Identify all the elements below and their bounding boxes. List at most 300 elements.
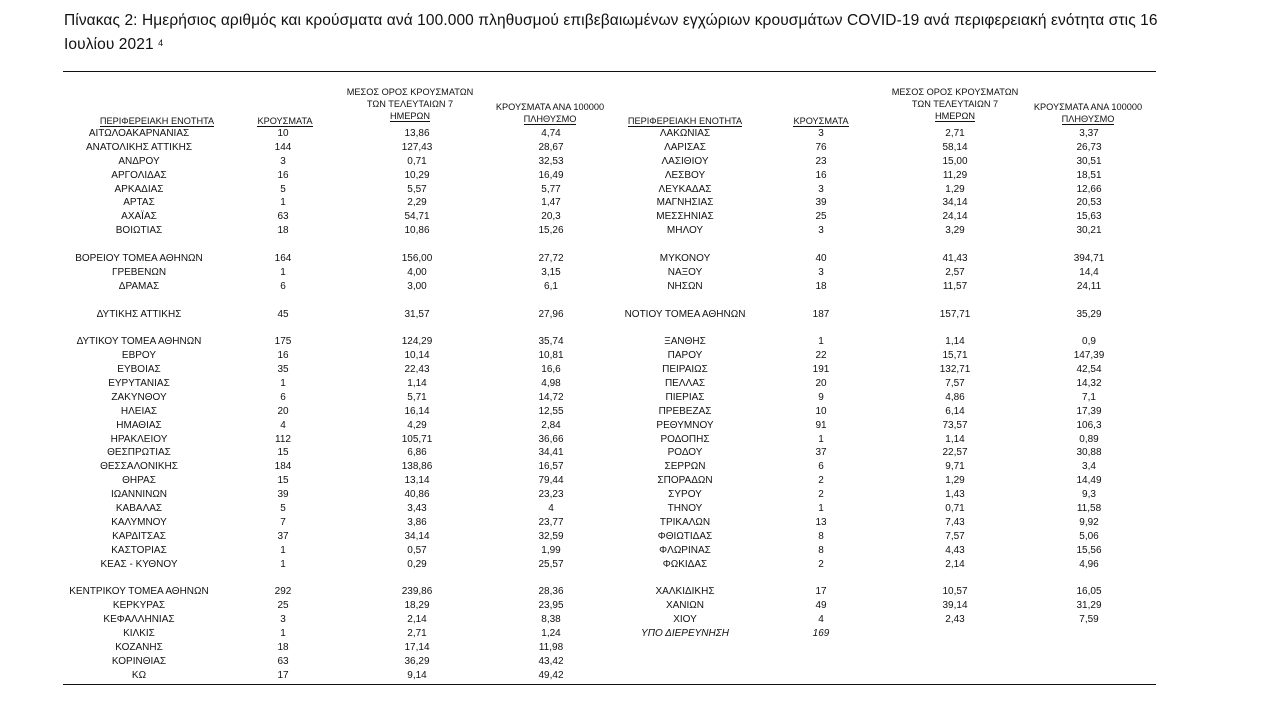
- cases-cell: 3: [280, 614, 286, 626]
- cases-cell: 191: [812, 364, 830, 376]
- avg-cell: 4,86: [945, 391, 965, 403]
- per100k-cell: 10,81: [538, 350, 564, 362]
- avg-cell: 13,86: [404, 128, 430, 139]
- avg-cell: 34,14: [942, 197, 968, 209]
- region-cell: ΑΡΓΟΛΙΔΑΣ: [111, 169, 167, 181]
- per100k-cell: 32,59: [538, 530, 564, 542]
- cases-cell: 23: [815, 155, 827, 167]
- caption-text: Πίνακας 2: Ημερήσιος αριθμός και κρούσματα ανά 100.000 πληθυσμού επιβεβαιωμένων εγχώριων κρουσμάτων COVID-19 ανά περιφερειακή ενότητα στις 16 Ιουλίου 2021: [64, 12, 1158, 53]
- cases-cell: 20: [277, 405, 289, 417]
- avg-cell: 157,71: [939, 308, 971, 320]
- avg-cell: 1,14: [407, 378, 427, 390]
- cases-cell: 9: [818, 391, 824, 403]
- region-cell: ΦΘΙΩΤΙΔΑΣ: [657, 530, 713, 542]
- cases-cell: 6: [280, 391, 286, 403]
- region-cell: ΕΒΡΟΥ: [121, 350, 157, 362]
- table-row: [0, 155, 1180, 169]
- region-cell: ΚΑΒΑΛΑΣ: [115, 503, 163, 515]
- per100k-cell: 31,29: [1076, 600, 1102, 612]
- per100k-cell: 4,74: [541, 128, 561, 139]
- per100k-cell: 106,3: [1076, 419, 1102, 431]
- region-cell: ΧΙΟΥ: [673, 614, 697, 626]
- avg-cell: 39,14: [942, 600, 968, 612]
- avg-cell: 36,29: [404, 655, 430, 667]
- avg-cell: 10,86: [404, 225, 430, 237]
- region-cell: ΑΡΤΑΣ: [123, 197, 155, 209]
- per100k-cell: 5,06: [1079, 530, 1099, 542]
- header-avg-left: ΜΕΣΟΣ ΟΡΟΣ ΚΡΟΥΣΜΑΤΩΝ ΤΩΝ ΤΕΛΕΥΤΑΙΩΝ 7 ΗΜΕΡΩΝ: [346, 87, 474, 121]
- cases-cell: 15: [277, 447, 289, 459]
- per100k-cell: 35,29: [1076, 308, 1102, 320]
- table-top-rule: [63, 71, 1156, 72]
- cases-cell: 8: [818, 530, 824, 542]
- region-cell: ΠΙΕΡΙΑΣ: [665, 391, 705, 403]
- per100k-cell: 16,6: [541, 364, 561, 376]
- cases-cell: 1: [818, 336, 824, 348]
- table-row: [0, 294, 1180, 308]
- per100k-cell: 9,3: [1082, 489, 1096, 501]
- per100k-cell: 14,72: [538, 391, 564, 403]
- avg-cell: 11,29: [942, 169, 968, 181]
- caption-footnote-marker: 4: [158, 38, 164, 48]
- cases-cell: 1: [818, 433, 824, 445]
- avg-cell: 2,14: [407, 614, 427, 626]
- avg-cell: 9,71: [945, 461, 965, 473]
- table-row: [0, 335, 1180, 349]
- per100k-cell: 27,96: [538, 308, 564, 320]
- region-cell: ΚΩ: [131, 669, 147, 681]
- cases-cell: 16: [277, 350, 289, 362]
- table-row: [0, 252, 1180, 266]
- region-cell: ΝΑΞΟΥ: [667, 266, 703, 278]
- cases-cell: 18: [277, 641, 289, 653]
- per100k-cell: 30,21: [1076, 225, 1102, 237]
- table-row: [0, 544, 1180, 558]
- cases-cell: 1: [280, 197, 286, 209]
- region-cell: ΠΕΛΛΑΣ: [664, 378, 706, 390]
- avg-cell: 15,71: [942, 350, 968, 362]
- avg-cell: 40,86: [404, 489, 430, 501]
- region-cell: ΜΗΛΟΥ: [666, 225, 704, 237]
- table-row: [0, 599, 1180, 613]
- cases-cell: 5: [280, 183, 286, 195]
- per100k-cell: 23,23: [538, 489, 564, 501]
- per100k-cell: 2,84: [541, 419, 561, 431]
- per100k-cell: 20,53: [1076, 197, 1102, 209]
- cases-cell: 63: [277, 655, 289, 667]
- table-row: [0, 655, 640, 669]
- avg-cell: 124,29: [401, 336, 433, 348]
- per100k-cell: 32,53: [538, 155, 564, 167]
- avg-cell: 10,14: [404, 350, 430, 362]
- table-row: [0, 627, 1180, 641]
- region-cell: ΑΡΚΑΔΙΑΣ: [114, 183, 164, 195]
- avg-cell: 22,57: [942, 447, 968, 459]
- table-row: [0, 349, 1180, 363]
- cases-cell: 45: [277, 308, 289, 320]
- cases-cell: 37: [815, 447, 827, 459]
- per100k-cell: 3,15: [541, 266, 561, 278]
- avg-cell: 138,86: [401, 461, 433, 473]
- avg-cell: 5,71: [407, 391, 427, 403]
- cases-cell: 63: [277, 211, 289, 223]
- per100k-cell: 1,24: [541, 628, 561, 640]
- per100k-cell: 34,41: [538, 447, 564, 459]
- cases-cell: 144: [274, 141, 292, 153]
- per100k-cell: 3,4: [1082, 461, 1096, 473]
- avg-cell: 3,29: [945, 225, 965, 237]
- per100k-cell: 36,66: [538, 433, 564, 445]
- cases-cell: 39: [815, 197, 827, 209]
- region-cell: ΦΛΩΡΙΝΑΣ: [659, 544, 711, 556]
- cases-cell: 20: [815, 378, 827, 390]
- table-row: [0, 530, 1180, 544]
- region-cell: ΑΝΑΤΟΛΙΚΗΣ ΑΤΤΙΚΗΣ: [85, 141, 193, 153]
- region-cell: ΣΕΡΡΩΝ: [664, 461, 706, 473]
- avg-cell: 24,14: [942, 211, 968, 223]
- region-cell: ΒΟΡΕΙΟΥ ΤΟΜΕΑ ΑΘΗΝΩΝ: [75, 253, 203, 265]
- region-cell: ΙΩΑΝΝΙΝΩΝ: [110, 489, 168, 501]
- per100k-cell: 15,26: [538, 225, 564, 237]
- avg-cell: 0,71: [407, 155, 427, 167]
- table-row: [0, 516, 1180, 530]
- header-avg-right: ΜΕΣΟΣ ΟΡΟΣ ΚΡΟΥΣΜΑΤΩΝ ΤΩΝ ΤΕΛΕΥΤΑΙΩΝ 7 ΗΜΕΡΩΝ: [891, 87, 1019, 121]
- avg-cell: 5,57: [407, 183, 427, 195]
- avg-cell: 58,14: [942, 141, 968, 153]
- avg-cell: 7,43: [945, 516, 965, 528]
- per100k-cell: 14,4: [1079, 266, 1099, 278]
- per100k-cell: 7,59: [1079, 614, 1099, 626]
- per100k-cell: 15,56: [1076, 544, 1102, 556]
- region-cell: ΚΑΛΥΜΝΟΥ: [111, 516, 167, 528]
- cases-cell: 39: [277, 489, 289, 501]
- table-row: [0, 266, 1180, 280]
- per100k-cell: 30,88: [1076, 447, 1102, 459]
- cases-cell: 18: [815, 280, 827, 292]
- region-cell: ΤΗΝΟΥ: [667, 503, 703, 515]
- per100k-cell: 30,51: [1076, 155, 1102, 167]
- right-table-body: [0, 127, 1180, 641]
- region-cell: ΚΑΣΤΟΡΙΑΣ: [111, 544, 167, 556]
- region-cell: ΗΡΑΚΛΕΙΟΥ: [110, 433, 168, 445]
- avg-cell: 2,43: [945, 614, 965, 626]
- per100k-cell: 79,44: [538, 475, 564, 487]
- cases-cell: 37: [277, 530, 289, 542]
- table-row: [0, 196, 1180, 210]
- per100k-cell: 1,47: [541, 197, 561, 209]
- per100k-cell: 42,54: [1076, 364, 1102, 376]
- cases-cell: 10: [277, 128, 289, 139]
- header-per100k-right: ΚΡΟΥΣΜΑΤΑ ΑΝΑ 100000 ΠΛΗΘΥΣΜΟ: [1033, 102, 1143, 124]
- per100k-cell: 18,51: [1076, 169, 1102, 181]
- per100k-cell: 9,92: [1079, 516, 1099, 528]
- cases-cell: 17: [277, 669, 289, 681]
- cases-cell: 13: [815, 516, 827, 528]
- region-cell: ΚΙΛΚΙΣ: [123, 628, 155, 640]
- cases-cell: 25: [815, 211, 827, 223]
- cases-cell: 49: [815, 600, 827, 612]
- cases-cell: 15: [277, 475, 289, 487]
- region-cell: ΚΟΖΑΝΗΣ: [115, 641, 163, 653]
- table-row: [0, 419, 1180, 433]
- region-cell: ΚΟΡΙΝΘΙΑΣ: [111, 655, 167, 667]
- region-cell: ΠΑΡΟΥ: [667, 350, 703, 362]
- avg-cell: 7,57: [945, 378, 965, 390]
- avg-cell: 127,43: [401, 141, 433, 153]
- cases-cell: 169: [812, 628, 830, 640]
- cases-cell: 91: [815, 419, 827, 431]
- cases-cell: 35: [277, 364, 289, 376]
- table-row: [0, 141, 1180, 155]
- per100k-cell: 25,57: [538, 558, 564, 570]
- region-cell: ΓΡΕΒΕΝΩΝ: [111, 266, 167, 278]
- per100k-cell: 4: [548, 503, 554, 515]
- region-cell: ΛΕΥΚΑΔΑΣ: [658, 183, 712, 195]
- per100k-cell: 20,3: [541, 211, 561, 223]
- table-row: [0, 460, 1180, 474]
- per100k-cell: 147,39: [1073, 350, 1105, 362]
- region-cell: ΧΑΛΚΙΔΙΚΗΣ: [655, 586, 715, 598]
- avg-cell: 105,71: [401, 433, 433, 445]
- cases-cell: 1: [280, 628, 286, 640]
- avg-cell: 2,71: [945, 128, 965, 139]
- region-cell: ΡΟΔΟΥ: [667, 447, 703, 459]
- per100k-cell: 5,77: [541, 183, 561, 195]
- region-cell: ΒΟΙΩΤΙΑΣ: [115, 225, 163, 237]
- per100k-cell: 14,49: [1076, 475, 1102, 487]
- region-cell: ΡΟΔΟΠΗΣ: [660, 433, 710, 445]
- cases-cell: 18: [277, 225, 289, 237]
- avg-cell: 4,43: [945, 544, 965, 556]
- cases-cell: 6: [818, 461, 824, 473]
- cases-cell: 4: [280, 419, 286, 431]
- per100k-cell: 16,05: [1076, 586, 1102, 598]
- region-cell: ΘΗΡΑΣ: [122, 475, 156, 487]
- per100k-cell: 28,36: [538, 586, 564, 598]
- table-row: [0, 224, 1180, 238]
- region-cell: ΠΡΕΒΕΖΑΣ: [658, 405, 712, 417]
- cases-cell: 1: [280, 266, 286, 278]
- avg-cell: 2,14: [945, 558, 965, 570]
- region-cell: ΝΗΣΩΝ: [667, 280, 703, 292]
- per100k-cell: 17,39: [1076, 405, 1102, 417]
- cases-cell: 3: [818, 266, 824, 278]
- per100k-cell: 15,63: [1076, 211, 1102, 223]
- table-row: [0, 210, 1180, 224]
- table-row: [0, 238, 1180, 252]
- cases-cell: 4: [818, 614, 824, 626]
- cases-cell: 2: [818, 489, 824, 501]
- avg-cell: 3,43: [407, 503, 427, 515]
- avg-cell: 0,71: [945, 503, 965, 515]
- per100k-cell: 4,96: [1079, 558, 1099, 570]
- region-cell: ΔΡΑΜΑΣ: [118, 280, 160, 292]
- table-row: [0, 391, 1180, 405]
- per100k-cell: 0,89: [1079, 433, 1099, 445]
- avg-cell: 2,71: [407, 628, 427, 640]
- per100k-cell: 1,99: [541, 544, 561, 556]
- table-caption: [64, 9, 1174, 57]
- avg-cell: 0,29: [407, 558, 427, 570]
- avg-cell: 22,43: [404, 364, 430, 376]
- cases-cell: 76: [815, 141, 827, 153]
- table-row: [0, 377, 1180, 391]
- region-cell: ΔΥΤΙΚΗΣ ΑΤΤΙΚΗΣ: [96, 308, 182, 320]
- avg-cell: 239,86: [401, 586, 433, 598]
- region-cell: ΤΡΙΚΑΛΩΝ: [659, 516, 711, 528]
- table-row: [0, 613, 1180, 627]
- header-per100k-left: ΚΡΟΥΣΜΑΤΑ ΑΝΑ 100000 ΠΛΗΘΥΣΜΟ: [495, 102, 605, 124]
- per100k-cell: 12,55: [538, 405, 564, 417]
- cases-cell: 17: [815, 586, 827, 598]
- header-cases-left: ΚΡΟΥΣΜΑΤΑ: [257, 116, 313, 126]
- avg-cell: 41,43: [942, 253, 968, 265]
- region-cell: ΑΙΤΩΛΟΑΚΑΡΝΑΝΙΑΣ: [88, 128, 190, 139]
- cases-cell: 112: [275, 433, 291, 445]
- region-cell: ΣΥΡΟΥ: [668, 489, 702, 501]
- avg-cell: 9,14: [407, 669, 427, 681]
- cases-cell: 164: [274, 253, 292, 265]
- cases-cell: 3: [818, 225, 824, 237]
- per100k-cell: 16,57: [538, 461, 564, 473]
- avg-cell: 31,57: [404, 308, 430, 320]
- region-cell: ΘΕΣΣΑΛΟΝΙΚΗΣ: [100, 461, 178, 473]
- region-cell: ΜΥΚΟΝΟΥ: [659, 253, 711, 265]
- table-row: [0, 308, 1180, 322]
- avg-cell: 34,14: [404, 530, 430, 542]
- per100k-cell: 6,1: [544, 280, 558, 292]
- table-row: [0, 405, 1180, 419]
- per100k-cell: 23,77: [538, 516, 564, 528]
- avg-cell: 6,86: [407, 447, 427, 459]
- table-bottom-rule: [63, 684, 1156, 685]
- cases-cell: 16: [815, 169, 827, 181]
- region-cell: ΜΑΓΝΗΣΙΑΣ: [656, 197, 714, 209]
- avg-cell: 0,57: [407, 544, 427, 556]
- cases-cell: 175: [274, 336, 292, 348]
- cases-cell: 6: [280, 280, 286, 292]
- per100k-cell: 394,71: [1073, 253, 1105, 265]
- cases-cell: 3: [818, 183, 824, 195]
- table-row: [0, 127, 1180, 141]
- region-cell: ΗΜΑΘΙΑΣ: [116, 419, 162, 431]
- cases-cell: 3: [280, 155, 286, 167]
- avg-cell: 73,57: [942, 419, 968, 431]
- avg-cell: 16,14: [404, 405, 430, 417]
- per100k-cell: 43,42: [538, 655, 564, 667]
- avg-cell: 10,57: [942, 586, 968, 598]
- cases-cell: 3: [818, 128, 824, 139]
- table-row: [0, 669, 640, 683]
- table-row: [0, 321, 1180, 335]
- avg-cell: 1,43: [945, 489, 965, 501]
- table-row: [0, 363, 1180, 377]
- region-cell: ΛΕΣΒΟΥ: [664, 169, 706, 181]
- avg-cell: 18,29: [404, 600, 430, 612]
- avg-cell: 15,00: [942, 155, 968, 167]
- header-region-left: ΠΕΡΙΦΕΡΕΙΑΚΗ ΕΝΟΤΗΤΑ: [99, 116, 215, 126]
- region-cell: ΛΑΣΙΘΙΟΥ: [661, 155, 709, 167]
- per100k-cell: 11,58: [1076, 503, 1102, 515]
- avg-cell: 1,29: [945, 475, 965, 487]
- per100k-cell: 3,37: [1079, 128, 1099, 139]
- region-cell: ΞΑΝΘΗΣ: [664, 336, 706, 348]
- table-row: [0, 572, 1180, 586]
- avg-cell: 1,14: [945, 336, 965, 348]
- per100k-cell: 35,74: [538, 336, 564, 348]
- region-cell: ΚΕΝΤΡΙΚΟΥ ΤΟΜΕΑ ΑΘΗΝΩΝ: [69, 586, 209, 598]
- avg-cell: 17,14: [404, 641, 430, 653]
- region-cell: ΠΕΙΡΑΙΩΣ: [662, 364, 708, 376]
- cases-cell: 1: [280, 558, 286, 570]
- cases-cell: 2: [818, 475, 824, 487]
- avg-cell: 156,00: [401, 253, 433, 265]
- cases-cell: 40: [815, 253, 827, 265]
- avg-cell: 11,57: [942, 280, 968, 292]
- avg-cell: 54,71: [404, 211, 430, 223]
- avg-cell: 132,71: [939, 364, 971, 376]
- region-cell: ΚΕΦΑΛΛΗΝΙΑΣ: [103, 614, 175, 626]
- region-cell: ΗΛΕΙΑΣ: [120, 405, 158, 417]
- cases-cell: 22: [815, 350, 827, 362]
- avg-cell: 3,00: [407, 280, 427, 292]
- avg-cell: 13,14: [404, 475, 430, 487]
- table-row: [0, 502, 1180, 516]
- header-cases-right: ΚΡΟΥΣΜΑΤΑ: [793, 116, 849, 126]
- region-cell: ΛΑΡΙΣΑΣ: [664, 141, 706, 153]
- cases-cell: 7: [280, 516, 286, 528]
- cases-cell: 292: [274, 586, 292, 598]
- cases-cell: 25: [277, 600, 289, 612]
- cases-cell: 1: [280, 378, 286, 390]
- per100k-cell: 14,32: [1076, 378, 1102, 390]
- avg-cell: 2,57: [945, 266, 965, 278]
- per100k-cell: 4,98: [541, 378, 561, 390]
- per100k-cell: 12,66: [1076, 183, 1102, 195]
- cases-cell: 184: [274, 461, 292, 473]
- cases-cell: 187: [812, 308, 830, 320]
- per100k-cell: 24,11: [1076, 280, 1102, 292]
- per100k-cell: 26,73: [1076, 141, 1102, 153]
- cases-cell: 5: [280, 503, 286, 515]
- header-region-right: ΠΕΡΙΦΕΡΕΙΑΚΗ ΕΝΟΤΗΤΑ: [627, 116, 743, 126]
- region-cell: ΕΥΡΥΤΑΝΙΑΣ: [108, 378, 170, 390]
- per100k-cell: 23,95: [538, 600, 564, 612]
- per100k-cell: 7,1: [1082, 391, 1096, 403]
- region-cell: ΣΠΟΡΑΔΩΝ: [657, 475, 713, 487]
- table-row: [0, 433, 1180, 447]
- cases-cell: 16: [277, 169, 289, 181]
- region-cell: ΚΕΡΚΥΡΑΣ: [112, 600, 166, 612]
- avg-cell: 3,86: [407, 516, 427, 528]
- cases-cell: 2: [818, 558, 824, 570]
- avg-cell: 4,29: [407, 419, 427, 431]
- avg-cell: 10,29: [404, 169, 430, 181]
- region-cell: ΧΑΝΙΩΝ: [665, 600, 705, 612]
- region-cell: ΝΟΤΙΟΥ ΤΟΜΕΑ ΑΘΗΝΩΝ: [624, 308, 746, 320]
- cases-cell: 1: [818, 503, 824, 515]
- region-cell: ΥΠΟ ΔΙΕΡΕΥΝΗΣΗ: [641, 628, 729, 640]
- region-cell: ΕΥΒΟΙΑΣ: [117, 364, 161, 376]
- avg-cell: 4,00: [407, 266, 427, 278]
- table-row: [0, 169, 1180, 183]
- avg-cell: 1,29: [945, 183, 965, 195]
- avg-cell: 1,14: [945, 433, 965, 445]
- region-cell: ΛΑΚΩΝΙΑΣ: [659, 128, 711, 139]
- table-row: [0, 558, 1180, 572]
- region-cell: ΦΩΚΙΔΑΣ: [662, 558, 708, 570]
- per100k-cell: 49,42: [538, 669, 564, 681]
